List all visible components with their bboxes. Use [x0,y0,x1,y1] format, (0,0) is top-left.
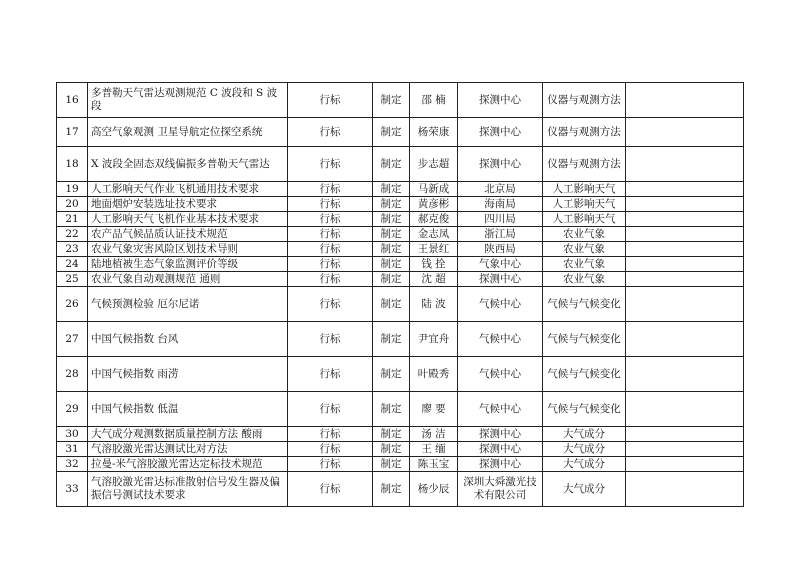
remarks-cell [626,212,744,227]
organization-cell: 气候中心 [458,392,543,427]
row-number-cell: 33 [57,472,88,507]
standard-name-cell: 中国气候指数 低温 [88,392,288,427]
category-cell: 大气成分 [543,457,626,472]
row-number-cell: 32 [57,457,88,472]
category-cell: 人工影响天气 [543,197,626,212]
standard-name-cell: 中国气候指数 台风 [88,322,288,357]
table-row [57,118,744,147]
row-number-cell: 31 [57,442,88,457]
standard-name-cell: 陆地植被生态气象监测评价等级 [88,257,288,272]
table-row [57,257,744,272]
remarks-cell [626,457,744,472]
responsible-person-cell: 尹宜舟 [410,322,458,357]
category-cell: 农业气象 [543,272,626,287]
remarks-cell [626,472,744,507]
remarks-cell [626,227,744,242]
category-cell: 仪器与观测方法 [543,147,626,182]
standard-name-cell: 地面烟炉安装选址技术要求 [88,197,288,212]
table-body [57,83,744,507]
row-number-cell: 23 [57,242,88,257]
standard-name-cell: 农产品气候品质认证技术规范 [88,227,288,242]
row-number-cell: 21 [57,212,88,227]
remarks-cell [626,442,744,457]
responsible-person-cell: 杨荣康 [410,118,458,147]
standard-name-cell: 农业气象自动观测规范 通则 [88,272,288,287]
row-number-cell: 16 [57,83,88,118]
organization-cell: 北京局 [458,182,543,197]
standard-name-cell: 拉曼-米气溶胶激光雷达定标技术规范 [88,457,288,472]
action-type-cell: 制定 [373,427,410,442]
table-row [57,242,744,257]
responsible-person-cell: 陆 波 [410,287,458,322]
organization-cell: 深圳大舜激光技术有限公司 [458,472,543,507]
organization-cell: 气候中心 [458,322,543,357]
action-type-cell: 制定 [373,357,410,392]
action-type-cell: 制定 [373,457,410,472]
standard-type-cell: 行标 [288,442,373,457]
row-number-cell: 24 [57,257,88,272]
responsible-person-cell: 廖 要 [410,392,458,427]
responsible-person-cell: 步志超 [410,147,458,182]
category-cell: 农业气象 [543,227,626,242]
standards-table [56,82,744,507]
responsible-person-cell: 郝克俊 [410,212,458,227]
table-row [57,272,744,287]
action-type-cell: 制定 [373,197,410,212]
standard-type-cell: 行标 [288,227,373,242]
responsible-person-cell: 马新成 [410,182,458,197]
standard-name-cell: 中国气候指数 雨涝 [88,357,288,392]
organization-cell: 气象中心 [458,257,543,272]
standard-type-cell: 行标 [288,182,373,197]
standard-name-cell: 气溶胶激光雷达标准散射信号发生器及偏振信号测试技术要求 [88,472,288,507]
standard-type-cell: 行标 [288,357,373,392]
action-type-cell: 制定 [373,118,410,147]
responsible-person-cell: 金志凤 [410,227,458,242]
remarks-cell [626,322,744,357]
category-cell: 仪器与观测方法 [543,83,626,118]
standard-type-cell: 行标 [288,427,373,442]
table-row [57,287,744,322]
standard-name-cell: 气候预测检验 厄尔尼诺 [88,287,288,322]
organization-cell: 气候中心 [458,357,543,392]
organization-cell: 探测中心 [458,442,543,457]
category-cell: 大气成分 [543,442,626,457]
responsible-person-cell: 沈 超 [410,272,458,287]
row-number-cell: 25 [57,272,88,287]
organization-cell: 气候中心 [458,287,543,322]
category-cell: 气候与气候变化 [543,357,626,392]
standard-type-cell: 行标 [288,287,373,322]
standard-type-cell: 行标 [288,392,373,427]
table-row [57,472,744,507]
row-number-cell: 29 [57,392,88,427]
category-cell: 大气成分 [543,472,626,507]
standard-name-cell: X 波段全固态双线偏振多普勒天气雷达 [88,147,288,182]
row-number-cell: 17 [57,118,88,147]
standard-type-cell: 行标 [288,212,373,227]
category-cell: 人工影响天气 [543,212,626,227]
organization-cell: 探测中心 [458,83,543,118]
table-row [57,322,744,357]
organization-cell: 探测中心 [458,457,543,472]
remarks-cell [626,257,744,272]
organization-cell: 海南局 [458,197,543,212]
category-cell: 农业气象 [543,242,626,257]
row-number-cell: 22 [57,227,88,242]
remarks-cell [626,182,744,197]
remarks-cell [626,147,744,182]
action-type-cell: 制定 [373,322,410,357]
row-number-cell: 20 [57,197,88,212]
row-number-cell: 28 [57,357,88,392]
standard-type-cell: 行标 [288,322,373,357]
standard-name-cell: 高空气象观测 卫星导航定位探空系统 [88,118,288,147]
responsible-person-cell: 杨少辰 [410,472,458,507]
table-row [57,197,744,212]
table-row [57,457,744,472]
category-cell: 气候与气候变化 [543,322,626,357]
table-row [57,227,744,242]
standard-type-cell: 行标 [288,257,373,272]
organization-cell: 探测中心 [458,272,543,287]
standard-type-cell: 行标 [288,83,373,118]
standard-name-cell: 多普勒天气雷达观测规范 C 波段和 S 波段 [88,83,288,118]
remarks-cell [626,197,744,212]
standard-type-cell: 行标 [288,197,373,212]
action-type-cell: 制定 [373,442,410,457]
row-number-cell: 18 [57,147,88,182]
table-row [57,147,744,182]
action-type-cell: 制定 [373,287,410,322]
action-type-cell: 制定 [373,472,410,507]
action-type-cell: 制定 [373,242,410,257]
action-type-cell: 制定 [373,83,410,118]
organization-cell: 探测中心 [458,427,543,442]
row-number-cell: 30 [57,427,88,442]
category-cell: 人工影响天气 [543,182,626,197]
standard-name-cell: 农业气象灾害风险区划技术导则 [88,242,288,257]
table-row [57,427,744,442]
organization-cell: 四川局 [458,212,543,227]
remarks-cell [626,272,744,287]
action-type-cell: 制定 [373,227,410,242]
action-type-cell: 制定 [373,182,410,197]
organization-cell: 陕西局 [458,242,543,257]
remarks-cell [626,242,744,257]
standard-type-cell: 行标 [288,118,373,147]
standard-type-cell: 行标 [288,272,373,287]
table-row [57,83,744,118]
responsible-person-cell: 黄彦彬 [410,197,458,212]
category-cell: 气候与气候变化 [543,392,626,427]
table-row [57,392,744,427]
remarks-cell [626,427,744,442]
remarks-cell [626,118,744,147]
standard-type-cell: 行标 [288,457,373,472]
standard-type-cell: 行标 [288,147,373,182]
row-number-cell: 26 [57,287,88,322]
table-row [57,357,744,392]
standard-type-cell: 行标 [288,242,373,257]
table-row [57,182,744,197]
organization-cell: 浙江局 [458,227,543,242]
action-type-cell: 制定 [373,147,410,182]
category-cell: 农业气象 [543,257,626,272]
action-type-cell: 制定 [373,392,410,427]
action-type-cell: 制定 [373,212,410,227]
responsible-person-cell: 叶殿秀 [410,357,458,392]
remarks-cell [626,357,744,392]
remarks-cell [626,392,744,427]
row-number-cell: 19 [57,182,88,197]
category-cell: 大气成分 [543,427,626,442]
standard-name-cell: 大气成分观测数据质量控制方法 酸雨 [88,427,288,442]
responsible-person-cell: 陈玉宝 [410,457,458,472]
organization-cell: 探测中心 [458,118,543,147]
standard-name-cell: 气溶胶激光雷达测试比对方法 [88,442,288,457]
remarks-cell [626,83,744,118]
action-type-cell: 制定 [373,257,410,272]
responsible-person-cell: 王 缅 [410,442,458,457]
table-row [57,442,744,457]
action-type-cell: 制定 [373,272,410,287]
category-cell: 气候与气候变化 [543,287,626,322]
responsible-person-cell: 王景红 [410,242,458,257]
responsible-person-cell: 邵 楠 [410,83,458,118]
organization-cell: 探测中心 [458,147,543,182]
standard-type-cell: 行标 [288,472,373,507]
remarks-cell [626,287,744,322]
row-number-cell: 27 [57,322,88,357]
category-cell: 仪器与观测方法 [543,118,626,147]
responsible-person-cell: 汤 洁 [410,427,458,442]
table-row [57,212,744,227]
responsible-person-cell: 钱 拴 [410,257,458,272]
standard-name-cell: 人工影响天气作业飞机通用技术要求 [88,182,288,197]
standard-name-cell: 人工影响天气飞机作业基本技术要求 [88,212,288,227]
